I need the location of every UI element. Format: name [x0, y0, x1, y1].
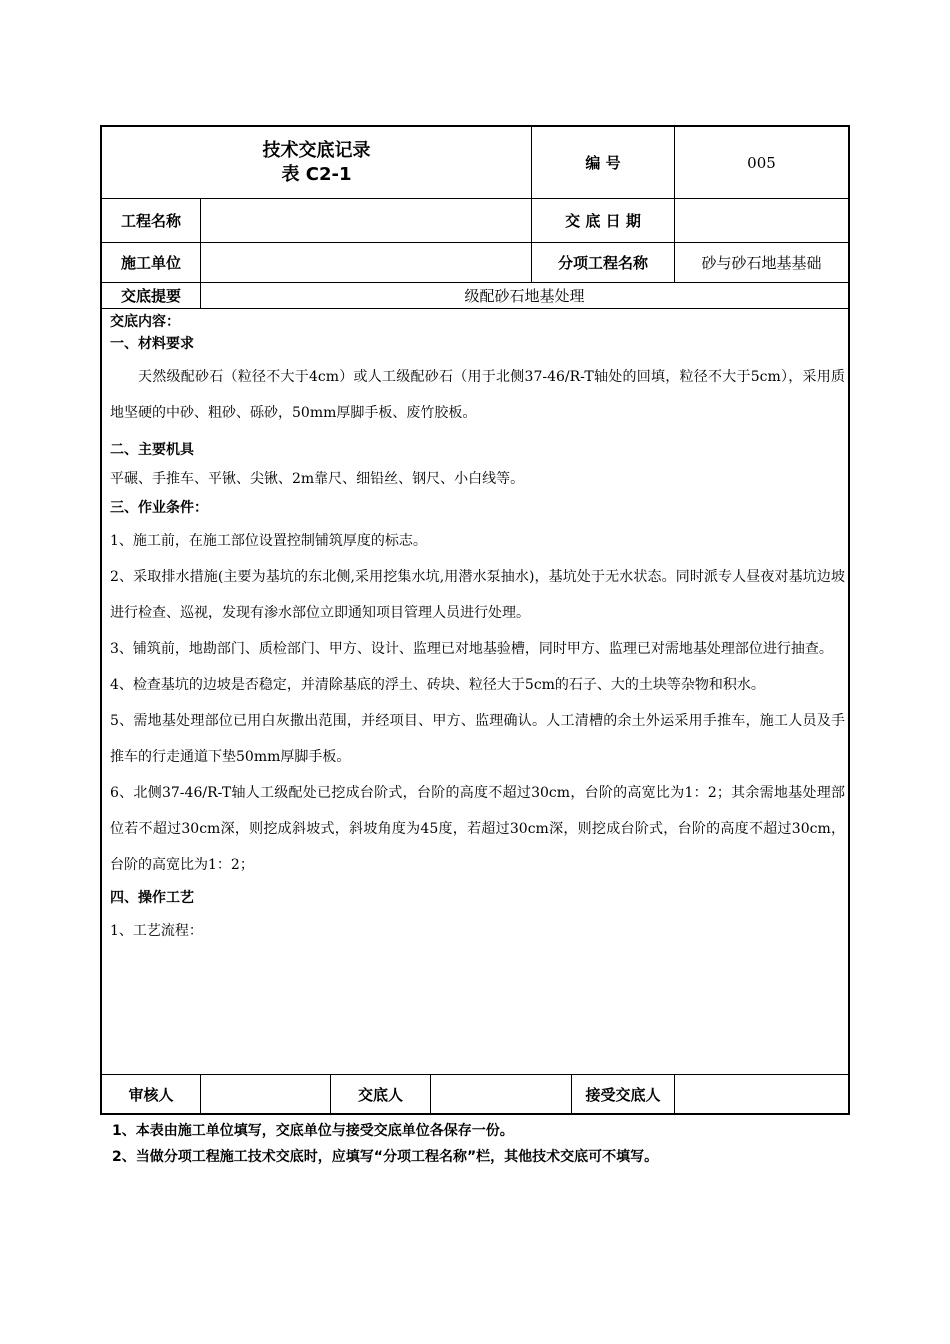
process-item: 1、工艺流程：	[110, 923, 203, 939]
briefing-content	[110, 311, 845, 949]
summary-field[interactable]: 级配砂石地基处理	[464, 287, 585, 305]
section-process-title: 四、操作工艺	[110, 890, 194, 906]
section-tools-title: 二、主要机具	[110, 442, 194, 458]
note-item: 1、本表由施工单位填写，交底单位与接受交底单位各保存一份。	[112, 1123, 514, 1139]
project-name-field[interactable]	[201, 199, 531, 242]
form-title-line1: 技术交底记录	[262, 139, 371, 161]
number-value[interactable]: 005	[747, 153, 776, 172]
project-name-label: 工程名称	[120, 212, 181, 230]
content-intro: 交底内容：	[110, 314, 180, 330]
receiver-field[interactable]	[675, 1075, 848, 1113]
number-label: 编 号	[585, 154, 621, 172]
construction-unit-field[interactable]	[201, 243, 531, 282]
construction-unit-label: 施工单位	[120, 254, 181, 272]
section-materials-title: 一、材料要求	[110, 336, 194, 352]
reviewer-field[interactable]	[201, 1075, 330, 1113]
presenter-field[interactable]	[431, 1075, 571, 1113]
technical-briefing-form	[100, 125, 850, 1115]
receiver-label: 接受交底人	[585, 1085, 661, 1104]
condition-item: 6、北侧37-46/R-T轴人工级配处已挖成台阶式，台阶的高度不超过30cm，台阶的高宽比为1：2；其余需地基处理部位若不超过30cm深，则挖成斜坡式，斜坡角度为45度，若超过30cm深，则挖成台阶式，台阶的高度不超过30cm，台阶的高宽比为1：2；	[110, 785, 845, 873]
date-field[interactable]	[675, 199, 848, 242]
note-item: 2、当做分项工程施工技术交底时，应填写“分项工程名称”栏，其他技术交底可不填写。	[112, 1149, 659, 1165]
condition-item: 3、铺筑前，地勘部门、质检部门、甲方、设计、监理已对地基验槽，同时甲方、监理已对需地基处理部位进行抽查。	[110, 641, 833, 657]
presenter-label: 交底人	[357, 1085, 403, 1104]
sub-project-field[interactable]: 砂与砂石地基基础	[701, 254, 822, 272]
section-conditions-title: 三、作业条件：	[110, 500, 208, 516]
condition-item: 1、施工前，在施工部位设置控制铺筑厚度的标志。	[110, 533, 427, 549]
summary-label: 交底提要	[120, 287, 181, 305]
condition-item: 4、检查基坑的边坡是否稳定，并清除基底的浮土、砖块、粒径大于5cm的石子、大的土块等杂物和积水。	[110, 677, 765, 693]
row-divider	[102, 308, 848, 309]
form-notes	[112, 1118, 658, 1170]
date-label: 交 底 日 期	[565, 212, 641, 230]
condition-item: 2、采取排水措施(主要为基坑的东北侧,采用挖集水坑,用潜水泵抽水)，基坑处于无水状态。同时派专人昼夜对基坑边坡进行检查、巡视，发现有渗水部位立即通知项目管理人员进行处理。	[110, 569, 845, 621]
sub-project-label: 分项工程名称	[557, 254, 648, 272]
form-title	[102, 127, 531, 198]
reviewer-label: 审核人	[128, 1085, 174, 1104]
section-materials-text: 天然级配砂石（粒径不大于4cm）或人工级配砂石（用于北侧37-46/R-T轴处的回填，粒径不大于5cm），采用质地坚硬的中砂、粗砂、砾砂，50mm厚脚手板、废竹胶板。	[110, 369, 845, 421]
condition-item: 5、需地基处理部位已用白灰撒出范围，并经项目、甲方、监理确认。人工清槽的余土外运采用手推车，施工人员及手推车的行走通道下垫50mm厚脚手板。	[110, 713, 845, 765]
section-tools-text: 平碾、手推车、平锹、尖锹、2m靠尺、细铅丝、钢尺、小白线等。	[110, 471, 525, 487]
form-title-line2: 表 C2-1	[281, 163, 352, 185]
